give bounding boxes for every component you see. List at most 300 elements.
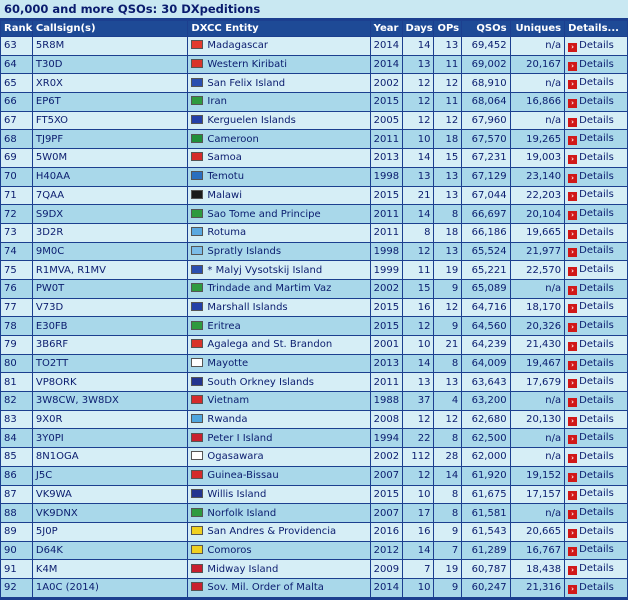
cell-details — [565, 130, 627, 148]
cell-rank: 78 — [1, 317, 32, 335]
details-arrow-icon[interactable]: › — [568, 43, 577, 52]
details-link[interactable] — [568, 358, 614, 369]
details-arrow-icon[interactable]: › — [568, 80, 577, 89]
cell-days: 8 — [403, 224, 434, 242]
cell-qsos: 62,680 — [462, 411, 509, 429]
entity-name: Sao Tome and Principe — [207, 208, 321, 220]
table-row — [1, 542, 627, 560]
details-link[interactable] — [568, 115, 614, 126]
cell-qsos: 65,089 — [462, 280, 509, 298]
header-rank: Rank — [1, 21, 32, 36]
cell-callsign: 3B6RF — [33, 336, 188, 354]
details-link[interactable] — [568, 432, 614, 443]
table-row — [1, 486, 627, 504]
entity-name: Western Kiribati — [207, 59, 287, 71]
cell-ops: 11 — [434, 56, 461, 74]
table-row — [1, 205, 627, 223]
cell-year: 2014 — [371, 56, 402, 74]
cell-days: 13 — [403, 168, 434, 186]
flag-icon — [191, 209, 203, 218]
flag-icon — [191, 414, 203, 423]
cell-callsign: EP6T — [33, 93, 188, 111]
cell-rank: 77 — [1, 299, 32, 317]
cell-days: 13 — [403, 56, 434, 74]
cell-details — [565, 56, 627, 74]
cell-ops: 8 — [434, 486, 461, 504]
cell-rank: 91 — [1, 560, 32, 578]
cell-year: 2011 — [371, 205, 402, 223]
cell-uniques: 22,570 — [511, 261, 565, 279]
cell-callsign: 3D2R — [33, 224, 188, 242]
table-row — [1, 93, 627, 111]
table-row — [1, 149, 627, 167]
cell-days: 10 — [403, 336, 434, 354]
entity-name: Rotuma — [207, 227, 247, 239]
cell-rank: 83 — [1, 411, 32, 429]
flag-icon — [191, 582, 203, 591]
cell-days: 12 — [403, 317, 434, 335]
cell-days: 17 — [403, 504, 434, 522]
details-link[interactable] — [568, 245, 614, 256]
cell-rank: 66 — [1, 93, 32, 111]
details-label[interactable]: Details — [579, 77, 614, 89]
details-label[interactable]: Details — [579, 469, 614, 481]
details-link[interactable] — [568, 507, 614, 518]
entity-name: Willis Island — [207, 488, 267, 500]
table-row — [1, 280, 627, 298]
cell-callsign: R1MVA, R1MV — [33, 261, 188, 279]
details-label[interactable]: Details — [579, 432, 614, 444]
cell-uniques: 19,265 — [511, 130, 565, 148]
header-uniques: Uniques — [511, 21, 565, 36]
cell-entity — [188, 112, 369, 130]
cell-ops: 12 — [434, 411, 461, 429]
cell-rank: 87 — [1, 486, 32, 504]
cell-details — [565, 448, 627, 466]
details-label[interactable]: Details — [579, 114, 614, 126]
entity-name: Spratly Islands — [207, 245, 282, 257]
table-row — [1, 355, 627, 373]
cell-year: 2002 — [371, 280, 402, 298]
details-link[interactable] — [568, 301, 614, 312]
details-label[interactable]: Details — [579, 133, 614, 145]
cell-uniques: 19,003 — [511, 149, 565, 167]
entity-name: Agalega and St. Brandon — [207, 339, 333, 351]
cell-uniques: 17,157 — [511, 486, 565, 504]
cell-ops: 13 — [434, 168, 461, 186]
cell-callsign: VK9DNX — [33, 504, 188, 522]
cell-qsos: 67,231 — [462, 149, 509, 167]
details-link[interactable] — [568, 283, 614, 294]
details-label[interactable]: Details — [579, 189, 614, 201]
cell-qsos: 64,009 — [462, 355, 509, 373]
entity-name: Norfolk Island — [207, 507, 277, 519]
header-callsign: Callsign(s) — [33, 21, 188, 36]
flag-icon — [191, 227, 203, 236]
details-arrow-icon[interactable]: › — [568, 118, 577, 127]
details-link[interactable] — [568, 189, 614, 200]
cell-callsign: E30FB — [33, 317, 188, 335]
cell-ops: 18 — [434, 224, 461, 242]
details-link[interactable] — [568, 544, 614, 555]
details-label[interactable]: Details — [579, 170, 614, 182]
cell-days: 12 — [403, 243, 434, 261]
details-arrow-icon[interactable]: › — [568, 99, 577, 108]
table-row — [1, 299, 627, 317]
flag-icon — [191, 134, 203, 143]
details-arrow-icon[interactable]: › — [568, 174, 577, 183]
details-label[interactable]: Details — [579, 58, 614, 70]
cell-year: 1988 — [371, 392, 402, 410]
cell-qsos: 67,960 — [462, 112, 509, 130]
details-link[interactable] — [568, 96, 614, 107]
cell-entity — [188, 37, 369, 55]
cell-uniques: 20,130 — [511, 411, 565, 429]
details-label[interactable]: Details — [579, 264, 614, 276]
cell-callsign: D64K — [33, 542, 188, 560]
details-arrow-icon[interactable]: › — [568, 417, 577, 426]
cell-ops: 12 — [434, 112, 461, 130]
entity-name: South Orkney Islands — [207, 376, 314, 388]
cell-details — [565, 560, 627, 578]
details-arrow-icon[interactable]: › — [568, 211, 577, 220]
details-arrow-icon[interactable]: › — [568, 435, 577, 444]
details-link[interactable] — [568, 40, 614, 51]
cell-entity — [188, 579, 369, 597]
details-link[interactable] — [568, 470, 614, 481]
details-label[interactable]: Details — [579, 320, 614, 332]
details-arrow-icon[interactable]: › — [568, 398, 577, 407]
cell-days: 16 — [403, 523, 434, 541]
details-arrow-icon[interactable]: › — [568, 342, 577, 351]
flag-icon — [191, 564, 203, 573]
cell-details — [565, 373, 627, 391]
cell-ops: 9 — [434, 280, 461, 298]
cell-days: 14 — [403, 205, 434, 223]
cell-qsos: 60,247 — [462, 579, 509, 597]
cell-ops: 13 — [434, 37, 461, 55]
flag-icon — [191, 526, 203, 535]
details-link[interactable] — [568, 227, 614, 238]
cell-year: 2008 — [371, 411, 402, 429]
cell-uniques: 20,104 — [511, 205, 565, 223]
cell-callsign: T30D — [33, 56, 188, 74]
details-link[interactable] — [568, 526, 614, 537]
cell-details — [565, 317, 627, 335]
details-arrow-icon[interactable]: › — [568, 379, 577, 388]
details-label[interactable]: Details — [579, 151, 614, 163]
cell-days: 112 — [403, 448, 434, 466]
details-arrow-icon[interactable]: › — [568, 566, 577, 575]
cell-qsos: 62,500 — [462, 429, 509, 447]
cell-details — [565, 579, 627, 597]
entity-name: Vietnam — [207, 395, 250, 407]
cell-year: 1999 — [371, 261, 402, 279]
cell-rank: 89 — [1, 523, 32, 541]
cell-rank: 73 — [1, 224, 32, 242]
cell-days: 14 — [403, 542, 434, 560]
cell-entity — [188, 261, 369, 279]
table-row — [1, 579, 627, 597]
cell-qsos: 61,581 — [462, 504, 509, 522]
cell-days: 7 — [403, 560, 434, 578]
details-link[interactable] — [568, 264, 614, 275]
cell-qsos: 69,452 — [462, 37, 509, 55]
cell-details — [565, 355, 627, 373]
details-arrow-icon[interactable]: › — [568, 248, 577, 257]
table-row — [1, 411, 627, 429]
cell-details — [565, 261, 627, 279]
cell-callsign: 5W0M — [33, 149, 188, 167]
cell-ops: 13 — [434, 243, 461, 261]
cell-entity — [188, 448, 369, 466]
cell-year: 2002 — [371, 448, 402, 466]
cell-uniques: 22,203 — [511, 187, 565, 205]
cell-details — [565, 149, 627, 167]
cell-year: 2013 — [371, 149, 402, 167]
details-label[interactable]: Details — [579, 544, 614, 556]
flag-icon — [191, 96, 203, 105]
details-arrow-icon[interactable]: › — [568, 361, 577, 370]
table-row — [1, 56, 627, 74]
cell-entity — [188, 74, 369, 92]
cell-days: 10 — [403, 130, 434, 148]
entity-name: Temotu — [207, 171, 245, 183]
cell-ops: 12 — [434, 74, 461, 92]
details-arrow-icon[interactable]: › — [568, 547, 577, 556]
entity-name: Cameroon — [207, 133, 259, 145]
details-label[interactable]: Details — [579, 563, 614, 575]
cell-uniques: 19,152 — [511, 467, 565, 485]
details-label[interactable]: Details — [579, 208, 614, 220]
cell-days: 22 — [403, 429, 434, 447]
cell-callsign: S9DX — [33, 205, 188, 223]
cell-uniques: 17,679 — [511, 373, 565, 391]
cell-days: 10 — [403, 579, 434, 597]
cell-ops: 13 — [434, 187, 461, 205]
cell-rank: 65 — [1, 74, 32, 92]
table-row — [1, 504, 627, 522]
table-row — [1, 261, 627, 279]
cell-year: 2005 — [371, 112, 402, 130]
cell-entity — [188, 317, 369, 335]
cell-uniques: 18,170 — [511, 299, 565, 317]
cell-details — [565, 74, 627, 92]
entity-name: Midway Island — [207, 563, 279, 575]
header-ops: OPs — [434, 21, 461, 36]
cell-entity — [188, 486, 369, 504]
details-arrow-icon[interactable]: › — [568, 491, 577, 500]
cell-entity — [188, 542, 369, 560]
details-arrow-icon[interactable]: › — [568, 529, 577, 538]
details-label[interactable]: Details — [579, 413, 614, 425]
cell-uniques: 21,977 — [511, 243, 565, 261]
cell-year: 2001 — [371, 336, 402, 354]
cell-ops: 13 — [434, 373, 461, 391]
cell-qsos: 61,289 — [462, 542, 509, 560]
details-link[interactable] — [568, 208, 614, 219]
details-label[interactable]: Details — [579, 581, 614, 593]
details-label[interactable]: Details — [579, 301, 614, 313]
table-row — [1, 429, 627, 447]
cell-qsos: 62,000 — [462, 448, 509, 466]
cell-entity — [188, 168, 369, 186]
details-arrow-icon[interactable]: › — [568, 230, 577, 239]
details-arrow-icon[interactable]: › — [568, 473, 577, 482]
details-label[interactable]: Details — [579, 507, 614, 519]
cell-entity — [188, 373, 369, 391]
cell-ops: 8 — [434, 355, 461, 373]
table-row — [1, 523, 627, 541]
cell-ops: 14 — [434, 467, 461, 485]
cell-entity — [188, 130, 369, 148]
cell-days: 14 — [403, 149, 434, 167]
cell-callsign: 3Y0PI — [33, 429, 188, 447]
cell-ops: 19 — [434, 560, 461, 578]
details-link[interactable] — [568, 451, 614, 462]
cell-entity — [188, 280, 369, 298]
entity-name: Sov. Mil. Order of Malta — [207, 582, 324, 594]
details-arrow-icon[interactable]: › — [568, 62, 577, 71]
entity-name: Mayotte — [207, 358, 249, 370]
details-link[interactable] — [568, 414, 614, 425]
details-arrow-icon[interactable]: › — [568, 267, 577, 276]
details-link[interactable] — [568, 395, 614, 406]
cell-callsign: 7QAA — [33, 187, 188, 205]
cell-details — [565, 411, 627, 429]
entity-name: Kerguelen Islands — [207, 115, 296, 127]
details-label[interactable]: Details — [579, 282, 614, 294]
cell-year: 2014 — [371, 37, 402, 55]
details-link[interactable] — [568, 133, 614, 144]
header-qsos: QSOs — [462, 21, 509, 36]
cell-days: 21 — [403, 187, 434, 205]
details-label[interactable]: Details — [579, 450, 614, 462]
cell-callsign: 5J0P — [33, 523, 188, 541]
dxpedition-table — [0, 20, 628, 598]
cell-rank: 63 — [1, 37, 32, 55]
details-arrow-icon[interactable]: › — [568, 155, 577, 164]
details-link[interactable] — [568, 171, 614, 182]
cell-uniques: n/a — [511, 429, 565, 447]
details-label[interactable]: Details — [579, 245, 614, 257]
cell-uniques: n/a — [511, 448, 565, 466]
cell-callsign: 8N1OGA — [33, 448, 188, 466]
details-arrow-icon[interactable]: › — [568, 304, 577, 313]
flag-icon — [191, 190, 203, 199]
cell-ops: 12 — [434, 299, 461, 317]
details-arrow-icon[interactable]: › — [568, 286, 577, 295]
cell-details — [565, 392, 627, 410]
flag-icon — [191, 152, 203, 161]
cell-year: 2007 — [371, 504, 402, 522]
details-link[interactable] — [568, 152, 614, 163]
flag-icon — [191, 489, 203, 498]
cell-details — [565, 168, 627, 186]
cell-uniques: 18,438 — [511, 560, 565, 578]
details-label[interactable]: Details — [579, 488, 614, 500]
cell-entity — [188, 429, 369, 447]
cell-callsign: J5C — [33, 467, 188, 485]
flag-icon — [191, 40, 203, 49]
cell-callsign: 1A0C (2014) — [33, 579, 188, 597]
details-label[interactable]: Details — [579, 394, 614, 406]
cell-ops: 15 — [434, 149, 461, 167]
cell-entity — [188, 467, 369, 485]
details-arrow-icon[interactable]: › — [568, 136, 577, 145]
details-arrow-icon[interactable]: › — [568, 454, 577, 463]
cell-details — [565, 187, 627, 205]
details-link[interactable] — [568, 488, 614, 499]
cell-year: 2013 — [371, 355, 402, 373]
cell-rank: 74 — [1, 243, 32, 261]
cell-callsign: 9M0C — [33, 243, 188, 261]
details-arrow-icon[interactable]: › — [568, 510, 577, 519]
table-row — [1, 187, 627, 205]
cell-qsos: 67,570 — [462, 130, 509, 148]
details-link[interactable] — [568, 339, 614, 350]
details-link[interactable] — [568, 77, 614, 88]
details-arrow-icon[interactable]: › — [568, 192, 577, 201]
cell-rank: 70 — [1, 168, 32, 186]
details-label[interactable]: Details — [579, 525, 614, 537]
cell-year: 1998 — [371, 243, 402, 261]
cell-callsign: V73D — [33, 299, 188, 317]
details-label[interactable]: Details — [579, 357, 614, 369]
cell-year: 2015 — [371, 317, 402, 335]
details-link[interactable] — [568, 59, 614, 70]
cell-year: 1998 — [371, 168, 402, 186]
cell-rank: 81 — [1, 373, 32, 391]
details-link[interactable] — [568, 320, 614, 331]
details-label[interactable]: Details — [579, 39, 614, 51]
cell-details — [565, 542, 627, 560]
details-link[interactable] — [568, 376, 614, 387]
cell-entity — [188, 411, 369, 429]
cell-details — [565, 523, 627, 541]
cell-callsign: XR0X — [33, 74, 188, 92]
details-label[interactable]: Details — [579, 338, 614, 350]
cell-callsign: 9X0R — [33, 411, 188, 429]
cell-year: 2007 — [371, 467, 402, 485]
flag-icon — [191, 302, 203, 311]
cell-qsos: 61,675 — [462, 486, 509, 504]
cell-details — [565, 37, 627, 55]
details-label[interactable]: Details — [579, 95, 614, 107]
details-link[interactable] — [568, 563, 614, 574]
cell-uniques: n/a — [511, 504, 565, 522]
cell-qsos: 64,716 — [462, 299, 509, 317]
details-arrow-icon[interactable]: › — [568, 323, 577, 332]
cell-qsos: 67,129 — [462, 168, 509, 186]
details-label[interactable]: Details — [579, 226, 614, 238]
cell-rank: 79 — [1, 336, 32, 354]
flag-icon — [191, 451, 203, 460]
cell-year: 2011 — [371, 373, 402, 391]
details-arrow-icon[interactable]: › — [568, 585, 577, 594]
cell-ops: 8 — [434, 429, 461, 447]
cell-uniques: n/a — [511, 112, 565, 130]
flag-icon — [191, 377, 203, 386]
cell-uniques: 20,326 — [511, 317, 565, 335]
cell-entity — [188, 504, 369, 522]
details-label[interactable]: Details — [579, 376, 614, 388]
details-link[interactable] — [568, 582, 614, 593]
cell-rank: 86 — [1, 467, 32, 485]
cell-ops: 4 — [434, 392, 461, 410]
cell-days: 11 — [403, 261, 434, 279]
entity-name: Marshall Islands — [207, 301, 288, 313]
